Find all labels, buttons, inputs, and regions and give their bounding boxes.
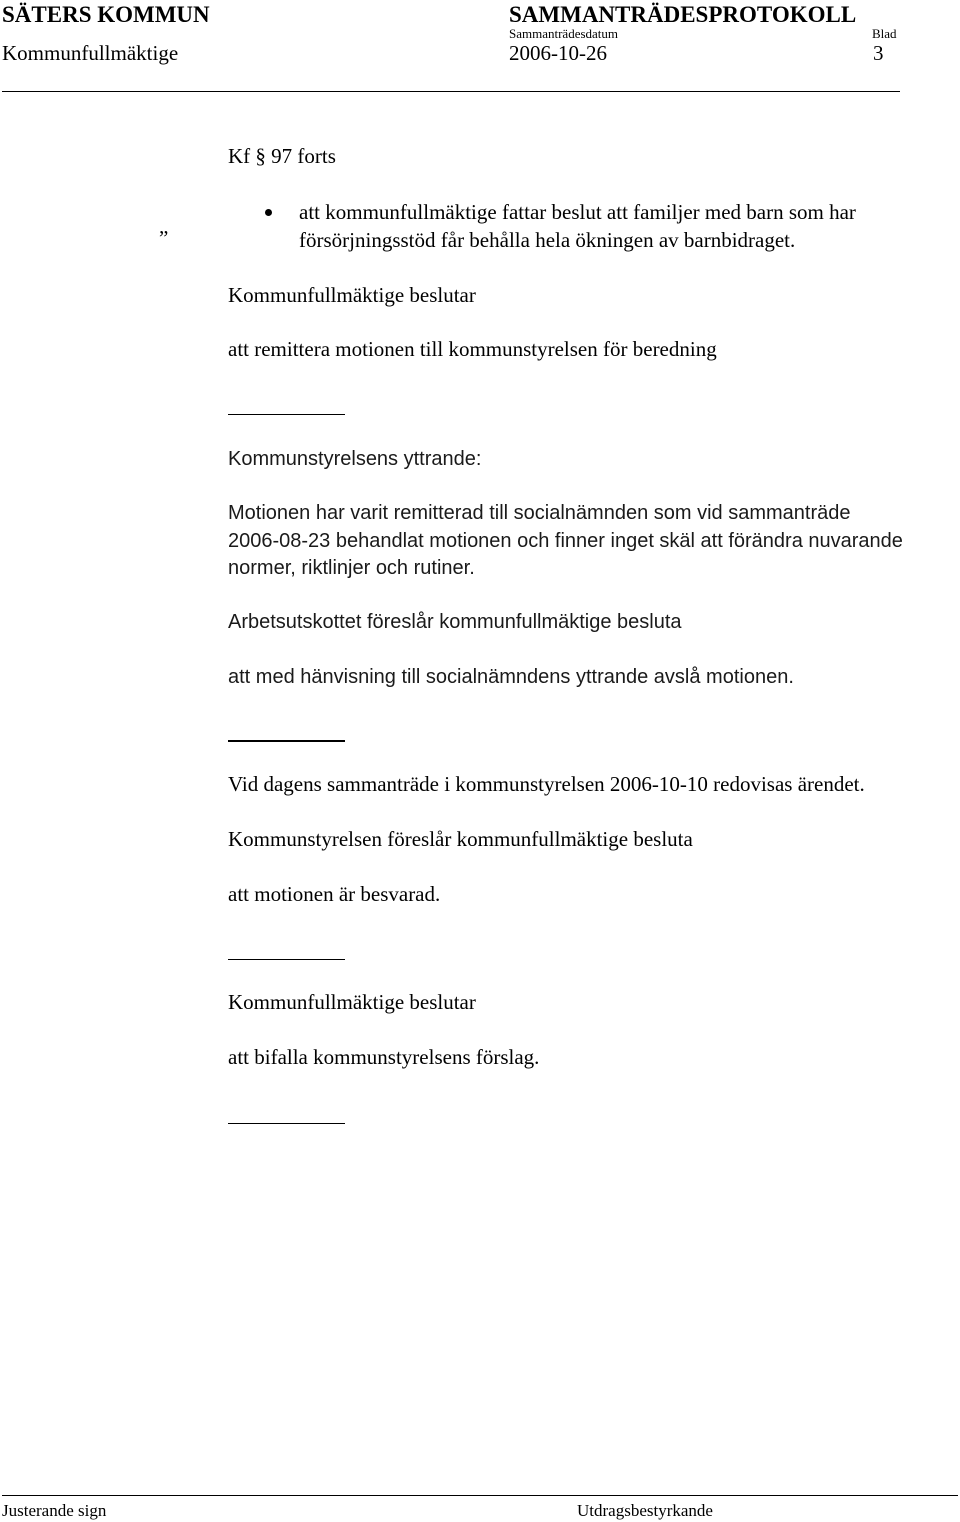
footer-justerande: Justerande sign — [2, 1501, 107, 1520]
decision-2-heading: Kommunfullmäktige beslutar — [228, 990, 476, 1014]
date-label: Sammanträdesdatum — [509, 26, 619, 41]
statement-line-3: normer, riktlinjer och rutiner. — [228, 557, 475, 579]
page-number: 3 — [873, 41, 884, 65]
decision-1-text: att remittera motionen till kommunstyrelsen för beredning — [228, 337, 717, 361]
au-proposal-text: att med hänvisning till socialnämndens yttrande avslå motionen. — [228, 666, 794, 688]
section-heading: Kf § 97 forts — [228, 144, 336, 168]
page-label: Blad — [872, 26, 897, 41]
meeting-line: Vid dagens sammanträde i kommunstyrelsen 2006-10-10 redovisas ärendet. — [228, 772, 865, 796]
footer-rule — [2, 1495, 958, 1496]
municipality-name: SÄTERS KOMMUN — [2, 2, 210, 27]
footer-utdragsbestyrkande: Utdragsbestyrkande — [577, 1501, 713, 1520]
bullet-line-1: att kommunfullmäktige fattar beslut att familjer med barn som har — [299, 200, 856, 224]
au-proposal: Arbetsutskottet föreslår kommunfullmäktige besluta — [228, 611, 682, 633]
document-type: SAMMANTRÄDESPROTOKOLL — [509, 2, 857, 27]
bullet-line-2: försörjningsstöd får behålla hela ökningen av barnbidraget. — [299, 228, 796, 252]
ks-proposal: Kommunstyrelsen föreslår kommunfullmäktige besluta — [228, 827, 693, 851]
decision-2-text: att bifalla kommunstyrelsens förslag. — [228, 1045, 540, 1069]
decision-1-heading: Kommunfullmäktige beslutar — [228, 283, 476, 307]
separator-3 — [228, 959, 345, 960]
header-rule — [2, 91, 900, 92]
statement-line-1: Motionen har varit remitterad till socialnämnden som vid sammanträde — [228, 502, 851, 524]
bullet-icon — [265, 209, 272, 216]
separator-4 — [228, 1123, 345, 1124]
ks-proposal-text: att motionen är besvarad. — [228, 882, 441, 906]
body-name: Kommunfullmäktige — [2, 41, 179, 65]
statement-line-2: 2006-08-23 behandlat motionen och finner inget skäl att förändra nuvarande — [228, 530, 903, 552]
meeting-date: 2006-10-26 — [509, 41, 607, 65]
closing-quote: ” — [159, 226, 169, 250]
separator-2 — [228, 740, 345, 742]
statement-heading: Kommunstyrelsens yttrande: — [228, 448, 482, 470]
separator-1 — [228, 414, 345, 415]
